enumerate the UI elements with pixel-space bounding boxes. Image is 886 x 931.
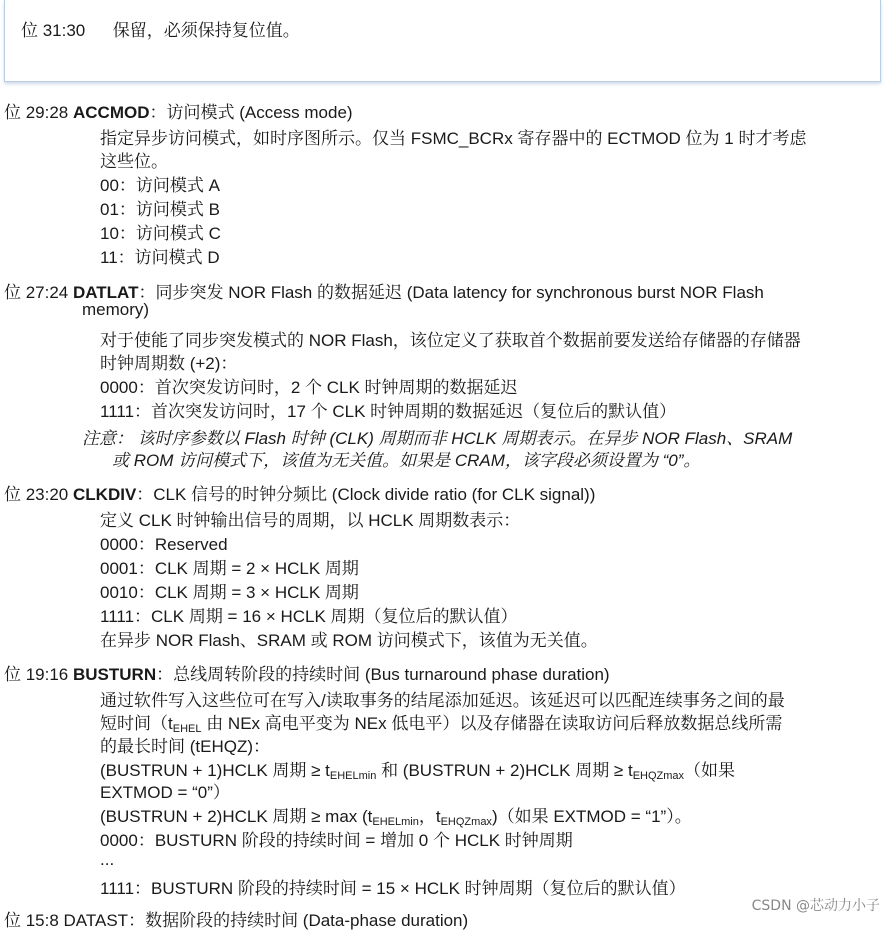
busturn-desc-2: 短时间（$t_{EHEL}$ 由 NEx 高电平变为 NEx 低电平）以及存储器在读取访问后释放数据总线所需 [100,714,783,735]
bit-range: 位 29:28 [4,103,69,122]
datlat-option-1: 0000：首次突发访问时，2 个 CLK 时钟周期的数据延迟 [100,378,518,397]
bit-range: 位 23:20 [4,485,69,504]
clkdiv-option-2: 0001：CLK 周期 = 2 × HCLK 周期 [100,559,359,578]
bit-range: 位 31:30 [21,21,86,40]
field-title: ：访问模式 (Access mode) [149,103,353,122]
datlat-desc-1: 对于使能了同步突发模式的 NOR Flash，该位定义了获取首个数据前要发送给存储器的存储器 [100,331,801,350]
bit-range: 位 27:24 [4,283,69,302]
accmod-option-3: 10：访问模式 C [100,224,221,243]
datlat-title-2: memory) [82,300,150,319]
busturn-desc-3: 的最长时间 (tEHQZ)： [100,737,270,756]
accmod-option-1: 00：访问模式 A [100,176,220,195]
accmod-desc-2: 这些位。 [100,152,168,171]
clkdiv-heading [4,480,595,505]
reserved-bits-box [4,0,881,82]
reserved-desc: 保留，必须保持复位值。 [112,21,300,40]
busturn-formula-2: (BUSTRUN + 2)HCLK 周期 ≥ $\max (t_{EHELmin}$，$t_{EHQZmax}$)（如果 EXTMOD = “1”）。 [100,807,692,828]
field-title: ：总线周转阶段的持续时间 (Bus turnaround phase duration) [156,665,610,684]
clkdiv-option-5: 在异步 NOR Flash、SRAM 或 ROM 访问模式下，该值为无关值。 [100,631,598,650]
clkdiv-option-1: 0000：Reserved [100,535,228,554]
accmod-heading [4,98,353,123]
field-title: ：CLK 信号的时钟分频比 (Clock divide ratio (for CLK signal)) [136,485,596,504]
datlat-note-2: 或 ROM 访问模式下，该值为无关值。如果是 CRAM，该字段必须设置为 “0”。 [112,451,701,470]
accmod-desc-1: 指定异步访问模式，如时序图所示。仅当 FSMC_BCRx 寄存器中的 ECTMOD 位为 1 时才考虑 [100,129,807,148]
clkdiv-option-4: 1111：CLK 周期 = 16 × HCLK 周期（复位后的默认值） [100,607,518,626]
accmod-option-2: 01：访问模式 B [100,200,220,219]
reserved-bits-line [21,16,300,41]
datast-heading-partial: 位 15:8 DATAST：数据阶段的持续时间 (Data-phase duration) [4,911,469,930]
bit-range: 位 19:16 [4,665,69,684]
clkdiv-option-3: 0010：CLK 周期 = 3 × HCLK 周期 [100,583,359,602]
busturn-option-3: 1111：BUSTURN 阶段的持续时间 = 15 × HCLK 时钟周期（复位后的默认值） [100,879,686,898]
datlat-note-1: 注意： 该时序参数以 Flash 时钟 (CLK) 周期而非 HCLK 周期表示。在异步 NOR Flash、SRAM [82,429,793,448]
busturn-formula-1: (BUSTRUN + 1)HCLK 周期 ≥ $t_{EHELmin}$ 和 (BUSTRUN + 2)HCLK 周期 ≥ $t_{EHQZmax}$（如果 [100,761,736,782]
csdn-watermark: CSDN @芯动力小子 [751,898,880,914]
field-title: ：同步突发 NOR Flash 的数据延迟 (Data latency for synchronous burst NOR Flash [138,283,764,302]
busturn-option-2: ... [100,850,115,869]
field-name: BUSTURN [73,665,157,684]
busturn-formula-1b: EXTMOD = “0”） [100,783,230,802]
busturn-desc-1: 通过软件写入这些位可在写入/读取事务的结尾添加延迟。该延迟可以匹配连续事务之间的最 [100,691,785,710]
busturn-heading [4,660,610,685]
datlat-option-2: 1111：首次突发访问时，17 个 CLK 时钟周期的数据延迟（复位后的默认值） [100,402,677,421]
busturn-option-1: 0000：BUSTURN 阶段的持续时间 = 增加 0 个 HCLK 时钟周期 [100,831,573,850]
field-name: DATLAT [73,283,139,302]
clkdiv-desc: 定义 CLK 时钟输出信号的周期，以 HCLK 周期数表示： [100,511,521,530]
datlat-desc-2: 时钟周期数 (+2)： [100,354,238,373]
accmod-option-4: 11：访问模式 D [100,248,220,267]
field-name: CLKDIV [73,485,137,504]
field-name: ACCMOD [73,103,150,122]
